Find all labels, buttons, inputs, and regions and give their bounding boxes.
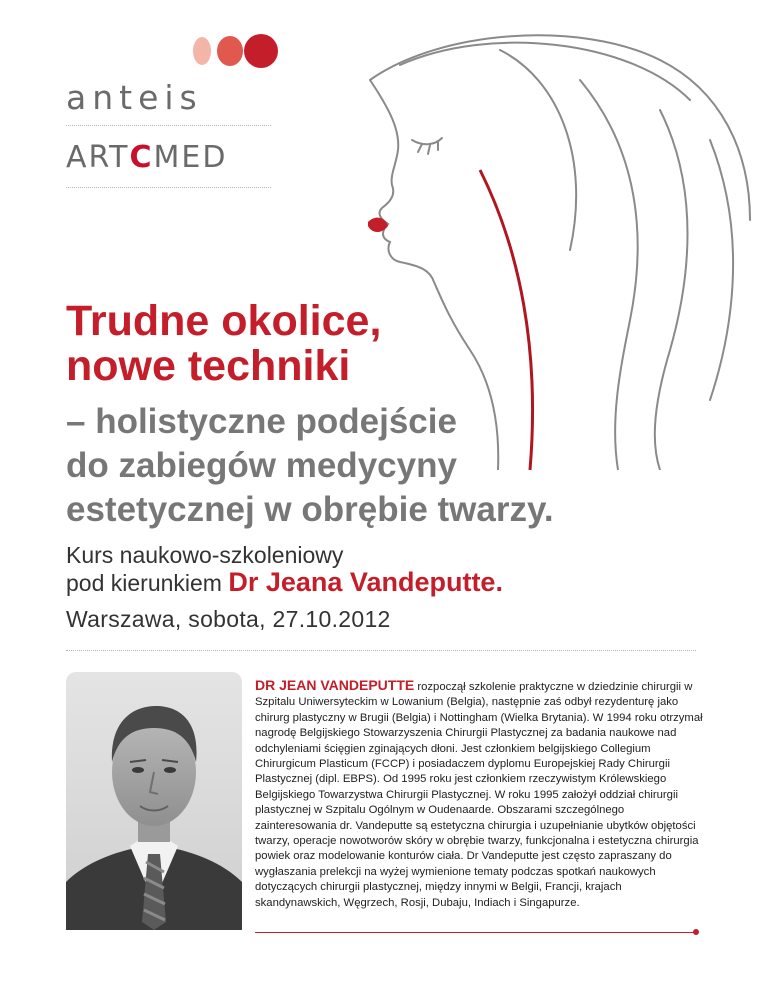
course-type: Kurs naukowo-szkoleniowy [66, 542, 344, 568]
divider [66, 650, 696, 651]
bio-text [255, 678, 703, 911]
subtitle-line-1: – holistyczne podejście [66, 402, 457, 441]
course-lead-name: Dr Jeana Vandeputte. [228, 567, 503, 597]
bottom-divider-dot [693, 929, 699, 935]
subtitle-line-3: estetycznej w obrębie twarzy. [66, 490, 554, 529]
course-lead [66, 567, 503, 598]
bio-name: DR JEAN VANDEPUTTE [255, 677, 415, 693]
anteis-logo-text: anteis [66, 78, 203, 117]
title-line-2: nowe techniki [66, 342, 351, 390]
anteis-dots-logo [190, 32, 280, 72]
bottom-divider [255, 932, 695, 933]
divider [66, 187, 271, 189]
title-line-1: Trudne okolice, [66, 297, 382, 345]
artemed-logo [66, 140, 228, 175]
bio-body: rozpoczął szkolenie praktyczne w dziedzinie chirurgii w Szpitalu Uniwersyteckim w Lowanium (Belgia), następnie zaś odbył rezydenturę jako chirurg plastyczny w Brugii (Belgia) i Nottingham (Wielka Brytania). W 1994 roku otrzymał nagrodę Belgijskiego Stowarzyszenia Chirurgii Plastycznej za badania naukowe nad odchyleniami ścięgien zginających dłoni. Jest członkiem belgijskiego Collegium Chirurgicum Plasticum (FCCP) i posiadaczem dyplomu Europejskiej Rady Chirurgii Plastycznej (dipl. EBPS). Od 1995 roku jest członkiem rzeczywistym Królewskiego Belgijskiego Towarzystwa Chirurgii Plastycznej. W roku 1995 założył oddział chirurgii plastycznej w Szpitalu Ogólnym w Oudenaarde. Obszarami szczególnego zainteresowania dr. Vandeputte są estetyczna chirurgia i uzupełnianie ubytków objętości twarzy, operacje nowotworów skóry w obrębie twarzy, funkcjonalna i estetyczna chirurgia powiek oraz modelowanie konturów ciała. Dr Vandeputte jest często zapraszany do wygłaszania prelekcji na wyżej wymienione tematy podczas spotkań naukowych dotyczących chirurgii plastycznej, między innymi w Belgii, Francji, krajach skandynawskich, Węgrzech, Rosji, Dubaju, Indiach i Singapurze. [255, 681, 703, 909]
course-lead-prefix: pod kierunkiem [66, 570, 229, 596]
artemed-logo-mark: C [129, 140, 154, 175]
artemed-logo-right: MED [153, 140, 228, 175]
artemed-logo-left: ART [66, 140, 130, 175]
course-place-date: Warszawa, sobota, 27.10.2012 [66, 606, 391, 632]
portrait-photo [66, 672, 242, 930]
divider [66, 125, 271, 127]
subtitle-line-2: do zabiegów medycyny [66, 446, 457, 485]
